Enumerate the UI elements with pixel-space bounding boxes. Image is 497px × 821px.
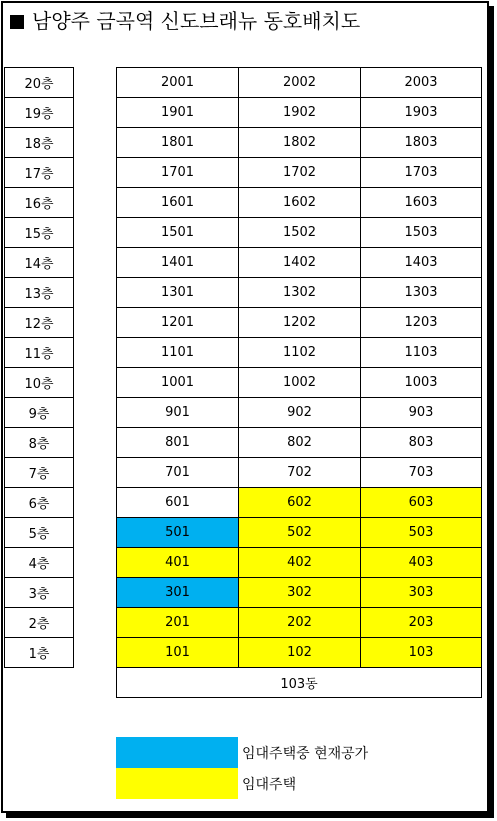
unit-cell: 802 xyxy=(239,428,361,458)
floor-row xyxy=(5,428,74,458)
floor-label: 18층 xyxy=(5,128,74,158)
floor-label: 12층 xyxy=(5,308,74,338)
unit-row xyxy=(117,68,482,98)
unit-cell: 1101 xyxy=(117,338,239,368)
unit-row xyxy=(117,188,482,218)
unit-cell: 1803 xyxy=(361,128,482,158)
legend-rental-swatch xyxy=(116,768,238,799)
floor-row xyxy=(5,458,74,488)
floor-label: 5층 xyxy=(5,518,74,548)
unit-row xyxy=(117,458,482,488)
unit-cell: 303 xyxy=(361,578,482,608)
unit-cell: 801 xyxy=(117,428,239,458)
legend-vacant-label: 임대주택중 현재공가 xyxy=(242,746,369,762)
unit-cell: 2001 xyxy=(117,68,239,98)
floor-label: 20층 xyxy=(5,68,74,98)
unit-cell: 1103 xyxy=(361,338,482,368)
floor-label: 15층 xyxy=(5,218,74,248)
unit-cell: 1403 xyxy=(361,248,482,278)
unit-cell: 1301 xyxy=(117,278,239,308)
floor-row xyxy=(5,128,74,158)
floor-row xyxy=(5,158,74,188)
floor-row xyxy=(5,548,74,578)
unit-cell: 1702 xyxy=(239,158,361,188)
unit-cell: 1903 xyxy=(361,98,482,128)
unit-cell: 1003 xyxy=(361,368,482,398)
unit-cell: 903 xyxy=(361,398,482,428)
unit-row xyxy=(117,608,482,638)
unit-cell: 203 xyxy=(361,608,482,638)
unit-cell: 602 xyxy=(239,488,361,518)
floor-label: 10층 xyxy=(5,368,74,398)
unit-row xyxy=(117,308,482,338)
unit-row xyxy=(117,368,482,398)
unit-row xyxy=(117,128,482,158)
unit-layout-table xyxy=(116,67,482,698)
unit-cell: 1001 xyxy=(117,368,239,398)
floor-label: 6층 xyxy=(5,488,74,518)
floor-label: 14층 xyxy=(5,248,74,278)
unit-row xyxy=(117,398,482,428)
legend-rental-label: 임대주택 xyxy=(242,777,297,793)
square-bullet-icon xyxy=(10,15,24,29)
unit-cell: 503 xyxy=(361,518,482,548)
frame-shadow-right xyxy=(489,6,494,818)
unit-cell: 1303 xyxy=(361,278,482,308)
unit-cell: 302 xyxy=(239,578,361,608)
unit-row xyxy=(117,488,482,518)
unit-cell: 1402 xyxy=(239,248,361,278)
floor-label: 4층 xyxy=(5,548,74,578)
floor-label: 3층 xyxy=(5,578,74,608)
frame-shadow-bottom xyxy=(6,813,494,818)
unit-row xyxy=(117,518,482,548)
unit-cell: 1603 xyxy=(361,188,482,218)
unit-cell: 901 xyxy=(117,398,239,428)
floor-row xyxy=(5,68,74,98)
unit-cell: 1203 xyxy=(361,308,482,338)
unit-row xyxy=(117,548,482,578)
floor-row xyxy=(5,518,74,548)
unit-cell: 402 xyxy=(239,548,361,578)
unit-cell: 501 xyxy=(117,518,239,548)
unit-cell: 702 xyxy=(239,458,361,488)
legend-vacant-swatch xyxy=(116,737,238,768)
unit-row xyxy=(117,98,482,128)
floor-row xyxy=(5,488,74,518)
unit-cell: 101 xyxy=(117,638,239,668)
floor-row xyxy=(5,368,74,398)
floor-row xyxy=(5,248,74,278)
unit-cell: 803 xyxy=(361,428,482,458)
unit-cell: 1902 xyxy=(239,98,361,128)
unit-cell: 403 xyxy=(361,548,482,578)
unit-cell: 1102 xyxy=(239,338,361,368)
unit-row xyxy=(117,638,482,668)
unit-cell: 1201 xyxy=(117,308,239,338)
unit-cell: 502 xyxy=(239,518,361,548)
floor-row xyxy=(5,188,74,218)
building-row xyxy=(117,668,482,698)
unit-cell: 603 xyxy=(361,488,482,518)
floor-row xyxy=(5,308,74,338)
floor-row xyxy=(5,338,74,368)
unit-cell: 1501 xyxy=(117,218,239,248)
floor-label: 11층 xyxy=(5,338,74,368)
unit-cell: 1701 xyxy=(117,158,239,188)
floor-row xyxy=(5,218,74,248)
floor-row xyxy=(5,398,74,428)
unit-cell: 601 xyxy=(117,488,239,518)
unit-row xyxy=(117,338,482,368)
floor-label: 7층 xyxy=(5,458,74,488)
unit-row xyxy=(117,428,482,458)
floor-label: 8층 xyxy=(5,428,74,458)
unit-row xyxy=(117,248,482,278)
page-title xyxy=(10,8,360,34)
unit-cell: 1602 xyxy=(239,188,361,218)
unit-cell: 202 xyxy=(239,608,361,638)
building-label: 103동 xyxy=(117,668,482,698)
unit-cell: 1802 xyxy=(239,128,361,158)
unit-row xyxy=(117,578,482,608)
unit-cell: 1703 xyxy=(361,158,482,188)
floor-label: 9층 xyxy=(5,398,74,428)
unit-cell: 1202 xyxy=(239,308,361,338)
unit-cell: 401 xyxy=(117,548,239,578)
unit-cell: 1302 xyxy=(239,278,361,308)
floor-label: 16층 xyxy=(5,188,74,218)
unit-cell: 1502 xyxy=(239,218,361,248)
floor-label: 1층 xyxy=(5,638,74,668)
unit-row xyxy=(117,278,482,308)
unit-cell: 1401 xyxy=(117,248,239,278)
floor-label: 13층 xyxy=(5,278,74,308)
unit-cell: 2003 xyxy=(361,68,482,98)
page-title-text: 남양주 금곡역 신도브래뉴 동호배치도 xyxy=(32,9,361,33)
unit-cell: 301 xyxy=(117,578,239,608)
floor-row xyxy=(5,278,74,308)
unit-cell: 701 xyxy=(117,458,239,488)
floor-row xyxy=(5,638,74,668)
floor-label-column xyxy=(4,67,74,668)
floor-label: 19층 xyxy=(5,98,74,128)
unit-row xyxy=(117,218,482,248)
unit-cell: 102 xyxy=(239,638,361,668)
unit-cell: 1801 xyxy=(117,128,239,158)
unit-cell: 103 xyxy=(361,638,482,668)
floor-row xyxy=(5,578,74,608)
unit-cell: 2002 xyxy=(239,68,361,98)
unit-cell: 703 xyxy=(361,458,482,488)
floor-row xyxy=(5,98,74,128)
floor-row xyxy=(5,608,74,638)
unit-row xyxy=(117,158,482,188)
unit-cell: 1002 xyxy=(239,368,361,398)
unit-cell: 1503 xyxy=(361,218,482,248)
unit-cell: 201 xyxy=(117,608,239,638)
unit-cell: 1601 xyxy=(117,188,239,218)
floor-label: 2층 xyxy=(5,608,74,638)
floor-label: 17층 xyxy=(5,158,74,188)
unit-cell: 902 xyxy=(239,398,361,428)
unit-cell: 1901 xyxy=(117,98,239,128)
